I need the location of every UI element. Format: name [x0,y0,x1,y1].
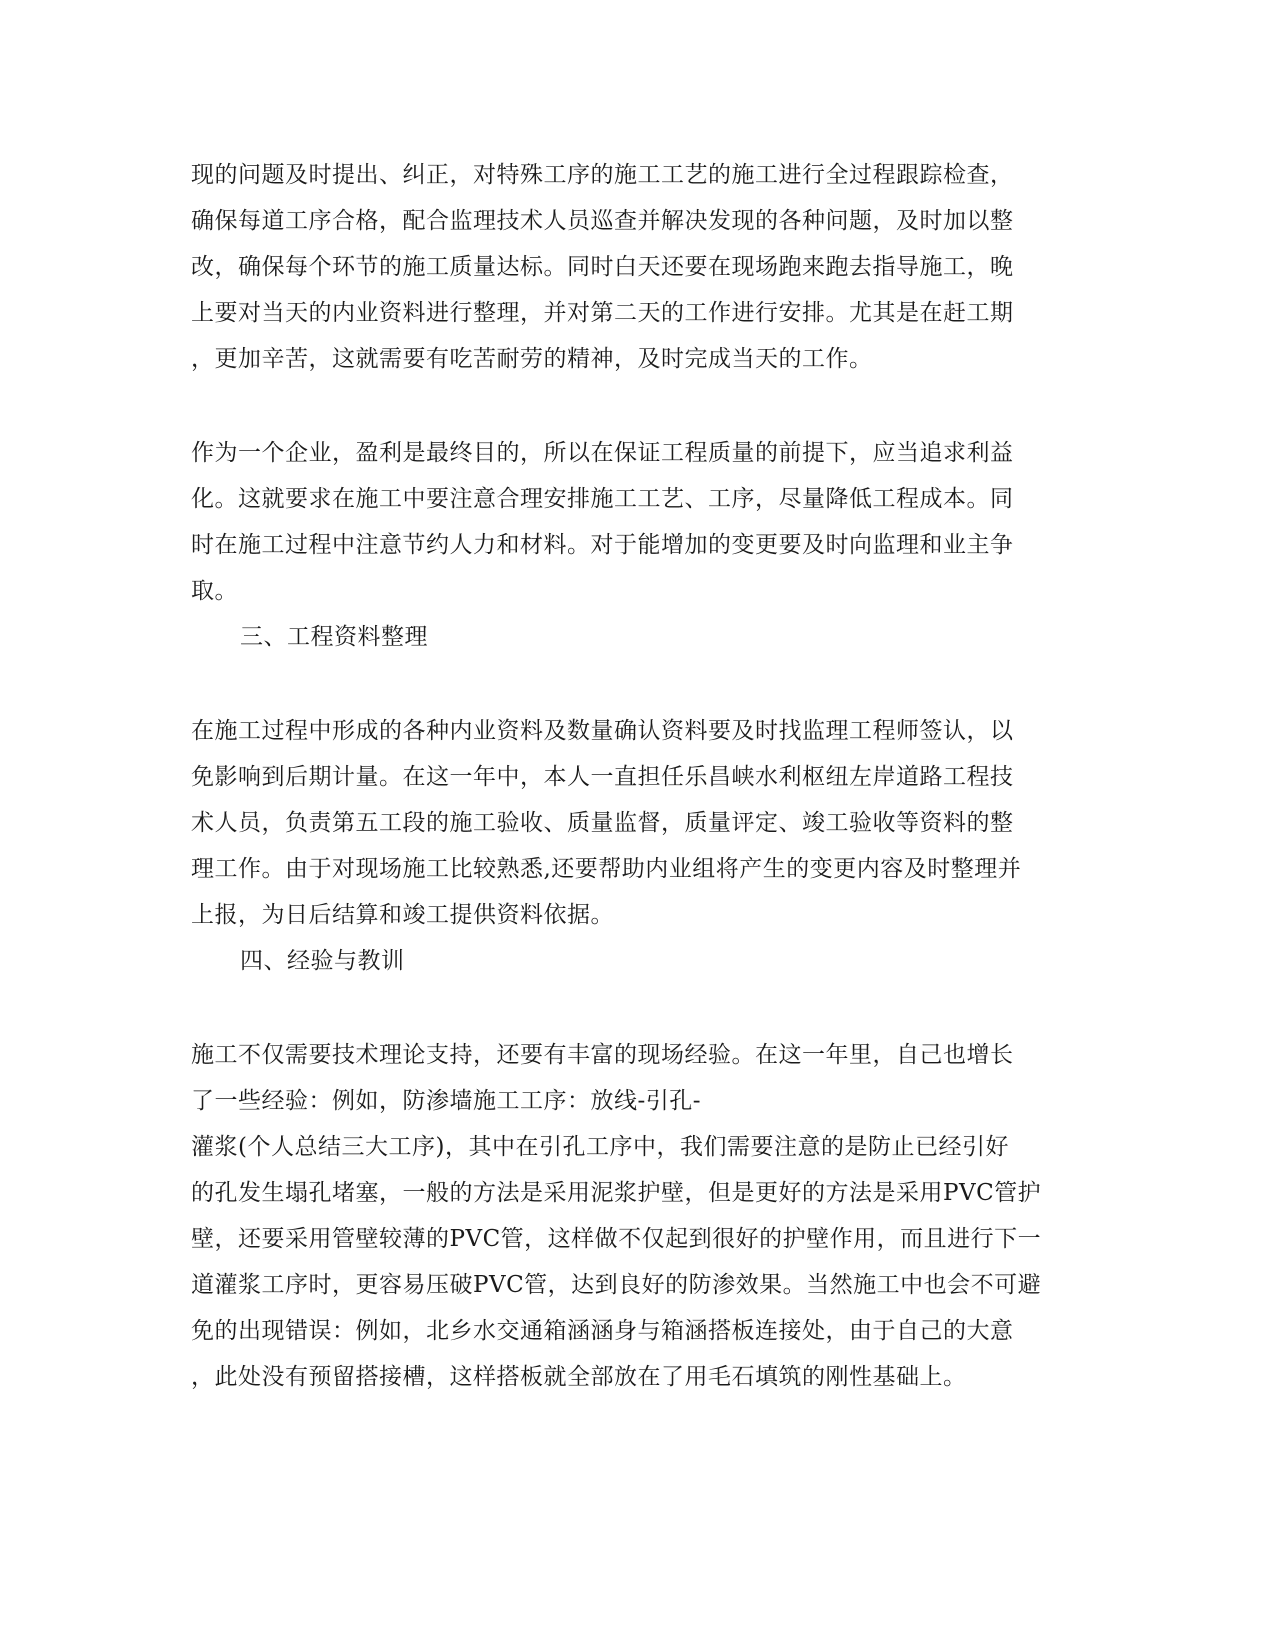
paragraph-1-line-1: 现的问题及时提出、纠正，对特殊工序的施工工艺的施工进行全过程跟踪检查， [191,162,1014,188]
paragraph-4-line-1: 施工不仅需要技术理论支持，还要有丰富的现场经验。在这一年里，自己也增长 [191,1042,1014,1068]
paragraph-4-line-4: 的孔发生塌孔堵塞，一般的方法是采用泥浆护壁，但是更好的方法是采用PVC管护 [191,1180,1042,1206]
paragraph-4-line-5: 壁，还要采用管壁较薄的PVC管，这样做不仅起到很好的护壁作用，而且进行下一 [191,1226,1042,1252]
paragraph-1-line-2: 确保每道工序合格，配合监理技术人员巡查并解决发现的各种问题，及时加以整 [191,208,1014,234]
paragraph-2-line-3: 时在施工过程中注意节约人力和材料。对于能增加的变更要及时向监理和业主争 [191,532,1014,558]
paragraph-4-line-3: 灌浆(个人总结三大工序)，其中在引孔工序中，我们需要注意的是防止已经引好 [191,1134,1009,1160]
section-heading-3: 三、工程资料整理 [240,624,428,650]
paragraph-1-line-4: 上要对当天的内业资料进行整理，并对第二天的工作进行安排。尤其是在赶工期 [191,300,1014,326]
paragraph-4-line-8: ，此处没有预留搭接槽，这样搭板就全部放在了用毛石填筑的刚性基础上。 [191,1364,967,1390]
paragraph-4-line-7: 免的出现错误：例如，北乡水交通箱涵涵身与箱涵搭板连接处，由于自己的大意 [191,1318,1014,1344]
paragraph-1-line-5: ，更加辛苦，这就需要有吃苦耐劳的精神，及时完成当天的工作。 [191,346,873,372]
paragraph-3-line-2: 免影响到后期计量。在这一年中，本人一直担任乐昌峡水利枢纽左岸道路工程技 [191,764,1014,790]
paragraph-4-line-2: 了一些经验：例如，防渗墙施工工序：放线-引孔- [191,1088,702,1114]
paragraph-3-line-3: 术人员，负责第五工段的施工验收、质量监督，质量评定、竣工验收等资料的整 [191,810,1014,836]
paragraph-2-line-1: 作为一个企业，盈利是最终目的，所以在保证工程质量的前提下，应当追求利益 [191,440,1014,466]
paragraph-3-line-1: 在施工过程中形成的各种内业资料及数量确认资料要及时找监理工程师签认，以 [191,718,1014,744]
paragraph-2-line-4: 取。 [191,578,238,604]
paragraph-3-line-5: 上报，为日后结算和竣工提供资料依据。 [191,902,614,928]
paragraph-4-line-6: 道灌浆工序时，更容易压破PVC管，达到良好的防渗效果。当然施工中也会不可避 [191,1272,1042,1298]
paragraph-3-line-4: 理工作。由于对现场施工比较熟悉,还要帮助内业组将产生的变更内容及时整理并 [191,856,1022,882]
paragraph-1-line-3: 改，确保每个环节的施工质量达标。同时白天还要在现场跑来跑去指导施工，晚 [191,254,1014,280]
paragraph-2-line-2: 化。这就要求在施工中要注意合理安排施工工艺、工序，尽量降低工程成本。同 [191,486,1014,512]
section-heading-4: 四、经验与教训 [240,948,405,974]
